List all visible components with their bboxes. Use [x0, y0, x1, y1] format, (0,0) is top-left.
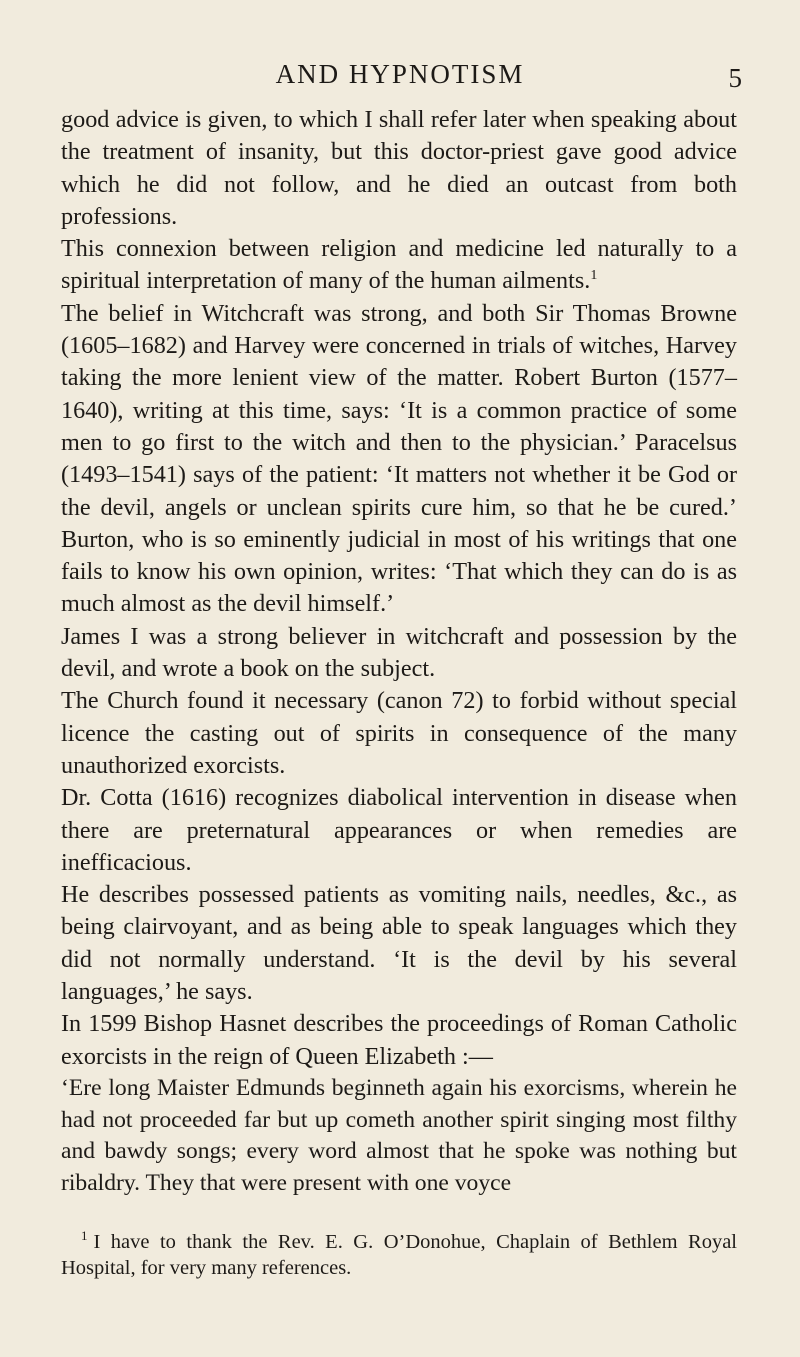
paragraph-2 — [61, 233, 737, 298]
paragraph-2-text: This connexion between religion and medicine led naturally to a spiritual interpretation of many of the human ailments. — [61, 235, 737, 295]
footnote-text: I have to thank the Rev. E. G. O’Donohue, Chaplain of Bethlem Royal Hospital, for very many references. — [61, 1231, 737, 1279]
paragraph-6: Dr. Cotta (1616) recognizes diabolical intervention in disease when there are preternatural appearances or when remedies are inefficacious. — [61, 784, 737, 876]
quotation: ‘Ere long Maister Edmunds beginneth again his exorcisms, wherein he had not proceeded far but up cometh another spirit singing most filthy and bawdy songs; every word almost that he spoke was nothing but ribaldry. They that were present with one voyce — [61, 1074, 737, 1196]
body-text — [61, 104, 737, 1199]
footnote-reference: 1 — [590, 268, 598, 284]
paragraph-4: James I was a strong believer in witchcraft and possession by the devil, and wrote a book on the subject. — [61, 622, 737, 683]
page-number: 5 — [728, 63, 742, 93]
page-header — [60, 54, 740, 94]
paragraph-7: He describes possessed patients as vomiting nails, needles, &c., as being clairvoyant, and as being able to speak languages which they did not normally understand. ‘It is the devil by his several languages,’ he says. — [61, 881, 737, 1006]
running-head: AND HYPNOTISM — [275, 59, 525, 89]
paragraph-8: In 1599 Bishop Hasnet describes the proceedings of Roman Catholic exorcists in the reign of Queen Elizabeth :— — [61, 1010, 737, 1070]
footnote — [61, 1229, 737, 1281]
paragraph-5: The Church found it necessary (canon 72) to forbid without special licence the casting out of spirits in consequence of the many unauthorized exorcists. — [61, 687, 737, 779]
paragraph-3: The belief in Witchcraft was strong, and both Sir Thomas Browne (1605–1682) and Harvey were concerned in trials of witches, Harvey taking the more lenient view of the matter. Robert Burton (1577–1640), writing at this time, says: ‘It is a common practice of some men to go first to the witch and then to the physician.’ Paracelsus (1493–1541) says of the patient: ‘It matters not whether it be God or the devil, angels or unclean spirits cure him, so that he be cured.’ Burton, who is so eminently judicial in most of his writings that one fails to know his own opinion, writes: ‘That which they can do is as much almost as the devil himself.’ — [61, 299, 737, 618]
paragraph-1: good advice is given, to which I shall refer later when speaking about the treatment of insanity, but this doctor-priest gave good advice which he did not follow, and he died an outcast from both professions. — [61, 106, 737, 230]
footnote-mark: 1 — [81, 1228, 88, 1244]
